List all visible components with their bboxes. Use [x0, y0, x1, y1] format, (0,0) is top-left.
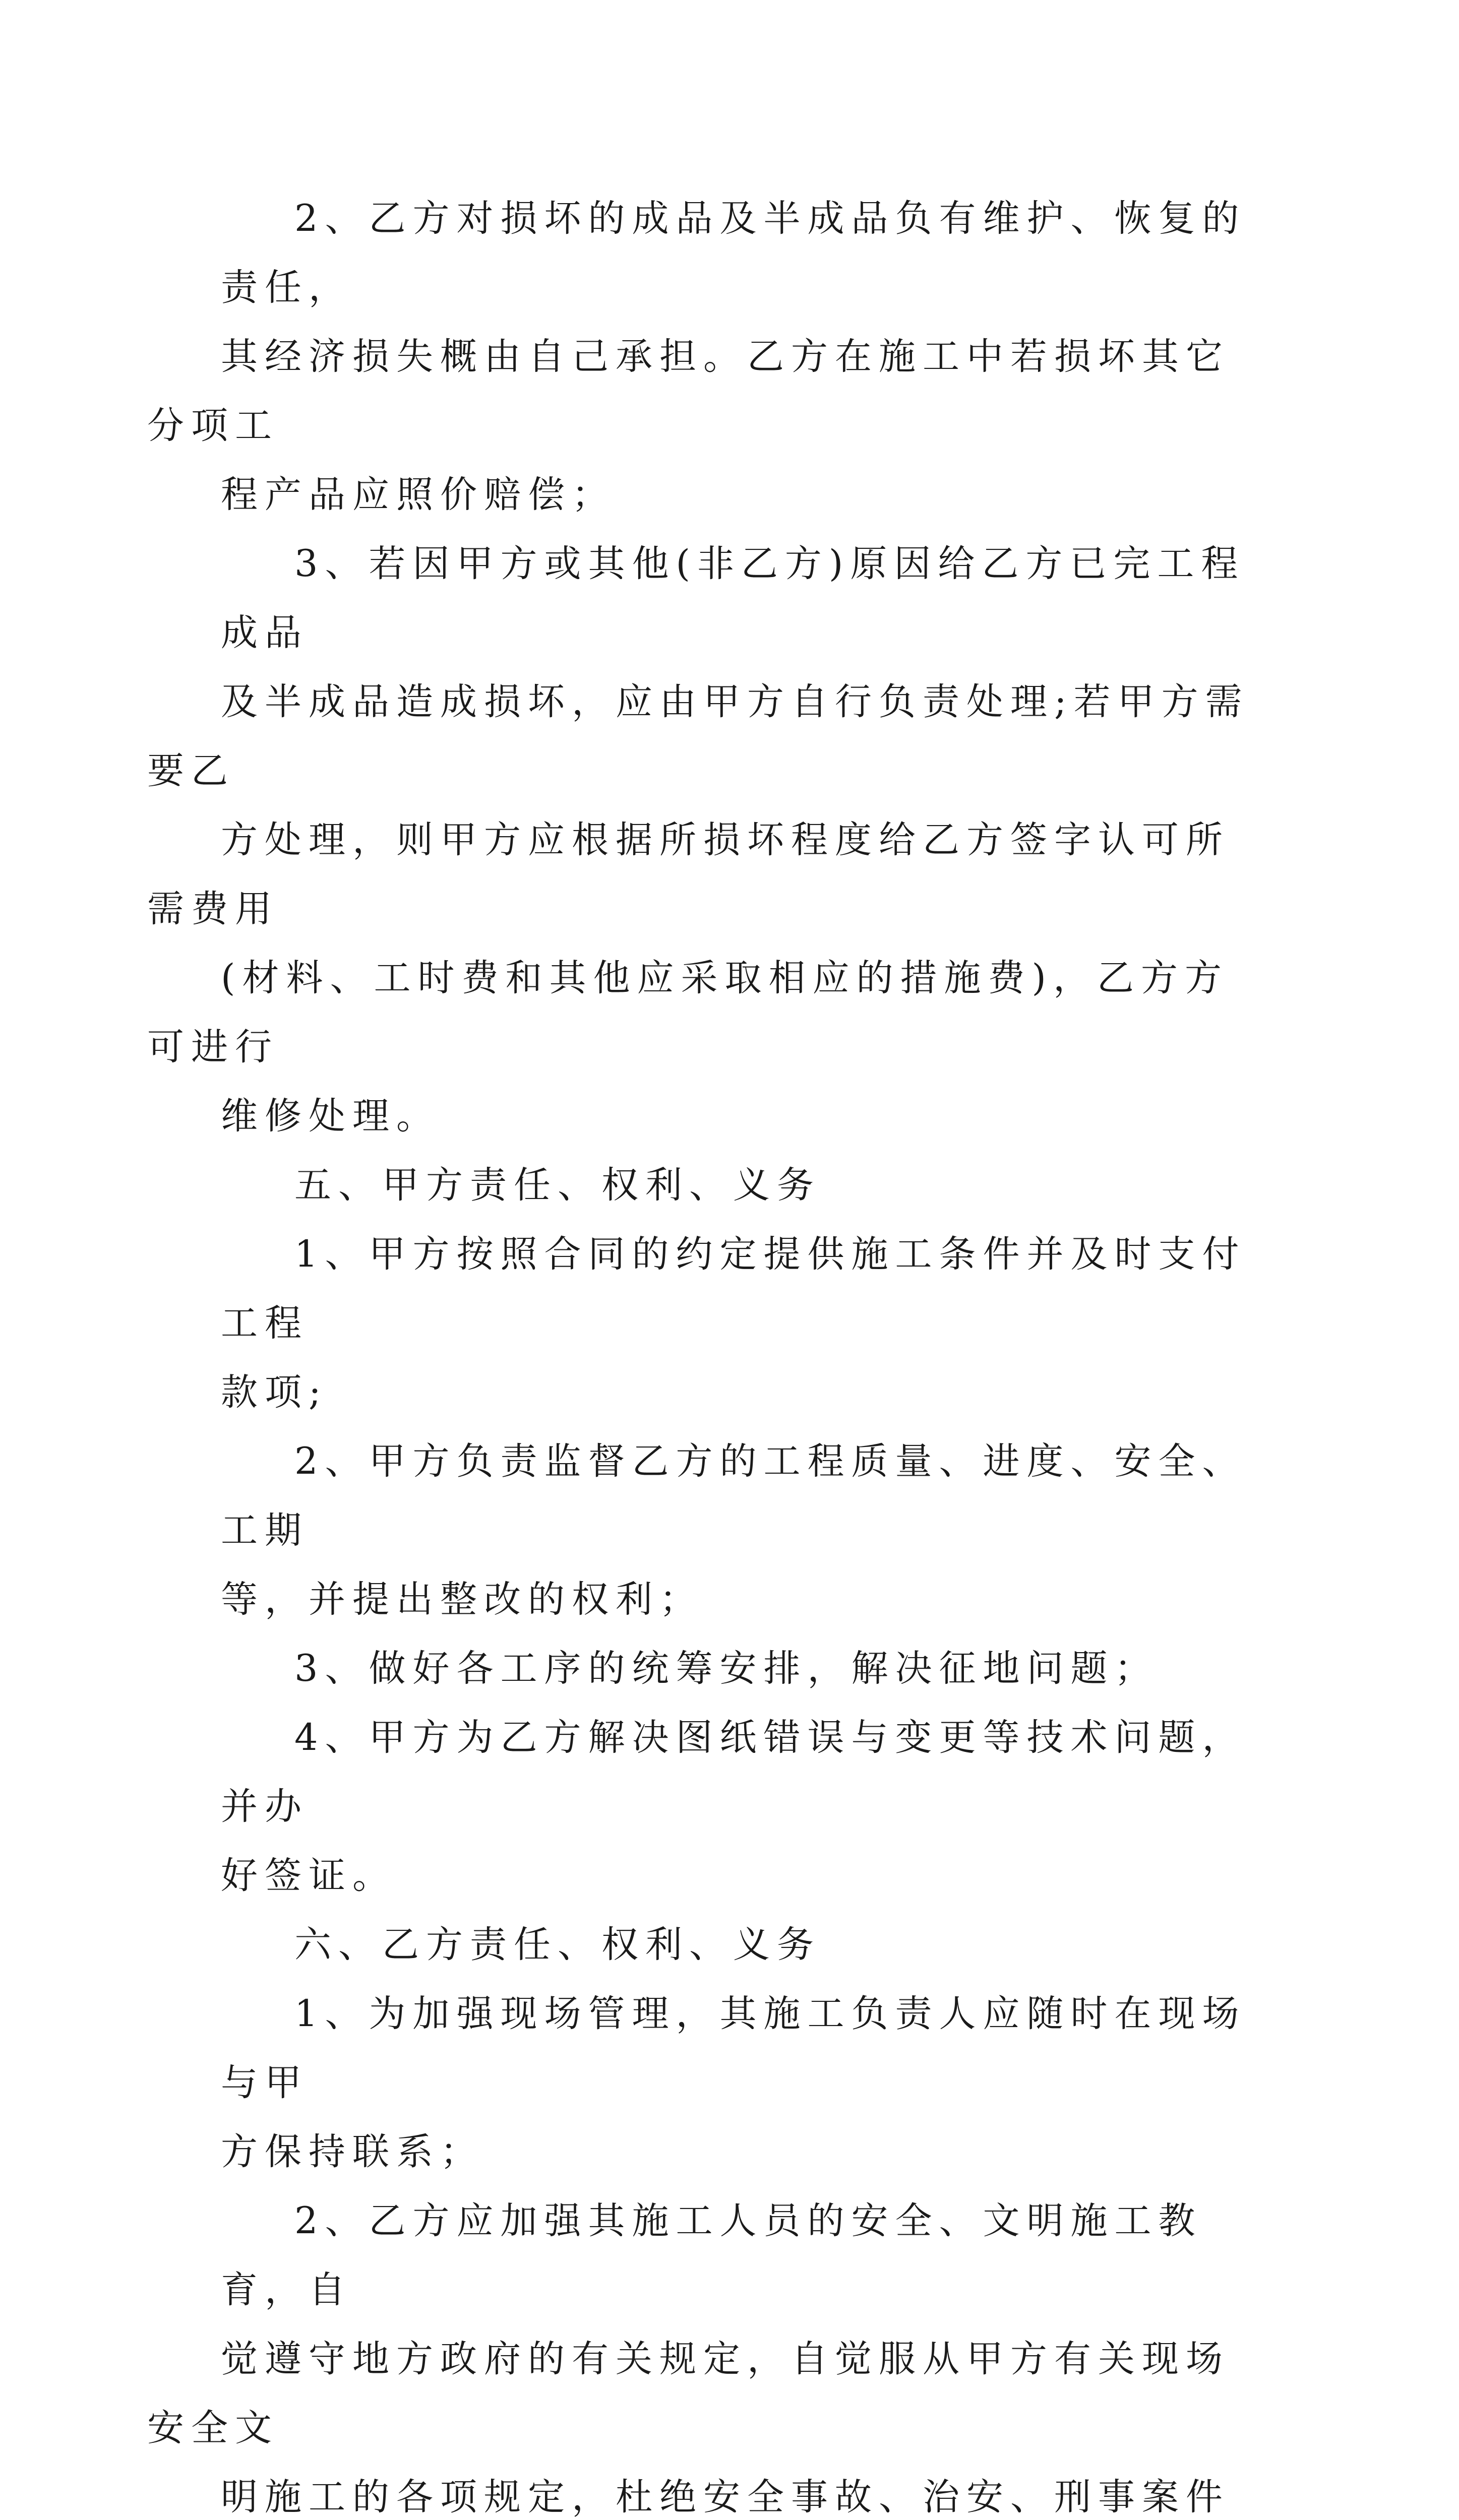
- document-body: [147, 184, 1254, 2520]
- text-line: 2、甲方负责监督乙方的工程质量、进度、安全、工期: [221, 1440, 1246, 1552]
- text-line: 明施工的各项规定，杜绝安全事故、治安、刑事案件: [221, 2476, 1230, 2518]
- text-line: 及半成品造成损坏，应由甲方自行负责处理;若甲方需要乙: [147, 680, 1249, 792]
- text-line: 觉遵守地方政府的有关规定，自觉服从甲方有关现场安全文: [147, 2338, 1230, 2449]
- text-line: 1、为加强现场管理，其施工负责人应随时在现场与甲: [221, 1992, 1246, 2104]
- text-line: 2、乙方应加强其施工人员的安全、文明施工教育，自: [221, 2199, 1202, 2311]
- text-line: 方处理，则甲方应根据所损坏程度给乙方签字认可所需费用: [147, 818, 1230, 930]
- section-heading-5: [221, 1151, 1254, 1220]
- text-line: 3、若因甲方或其他(非乙方)原因给乙方已完工程成品: [221, 542, 1245, 654]
- paragraph-5-3: [221, 1634, 1254, 1703]
- paragraph-6-2: [147, 2186, 1254, 2520]
- text-line: 4、甲方为乙方解决图纸错误与变更等技术问题，并办: [221, 1716, 1246, 1828]
- paragraph-5-1: [221, 1220, 1254, 1427]
- paragraph-6-1: [221, 1979, 1254, 2186]
- text-line: 好签证。: [221, 1854, 396, 1897]
- text-line: 程产品应照价赔偿；: [221, 473, 616, 516]
- text-line: 1、甲方按照合同的约定提供施工条件并及时支付工程: [221, 1233, 1246, 1345]
- paragraph-5-2: [221, 1427, 1254, 1634]
- section-heading-6: [221, 1910, 1254, 1979]
- text-line: 3、做好各工序的统筹安排，解决征地问题；: [294, 1647, 1159, 1690]
- text-line: 2、乙方对损坏的成品及半成品负有维护、恢复的责任，: [221, 197, 1246, 309]
- text-line: 等，并提出整改的权利；: [221, 1578, 703, 1621]
- paragraph-5-4: [221, 1703, 1254, 1910]
- heading-text: 五、甲方责任、权利、义务: [294, 1164, 821, 1207]
- heading-text: 六、乙方责任、权利、义务: [294, 1923, 821, 1966]
- text-line: 方保持联系；: [221, 2130, 484, 2173]
- paragraph-4-2: [147, 184, 1254, 529]
- text-line: 款项;: [221, 1371, 328, 1414]
- text-line: 维修处理。: [221, 1095, 440, 1138]
- text-line: (材料、工时费和其他应采取相应的措施费)，乙方方可进行: [147, 957, 1229, 1068]
- paragraph-4-3: [147, 529, 1254, 1151]
- text-line: 其经济损失概由自己承担。乙方在施工中若损坏其它分项工: [147, 335, 1230, 447]
